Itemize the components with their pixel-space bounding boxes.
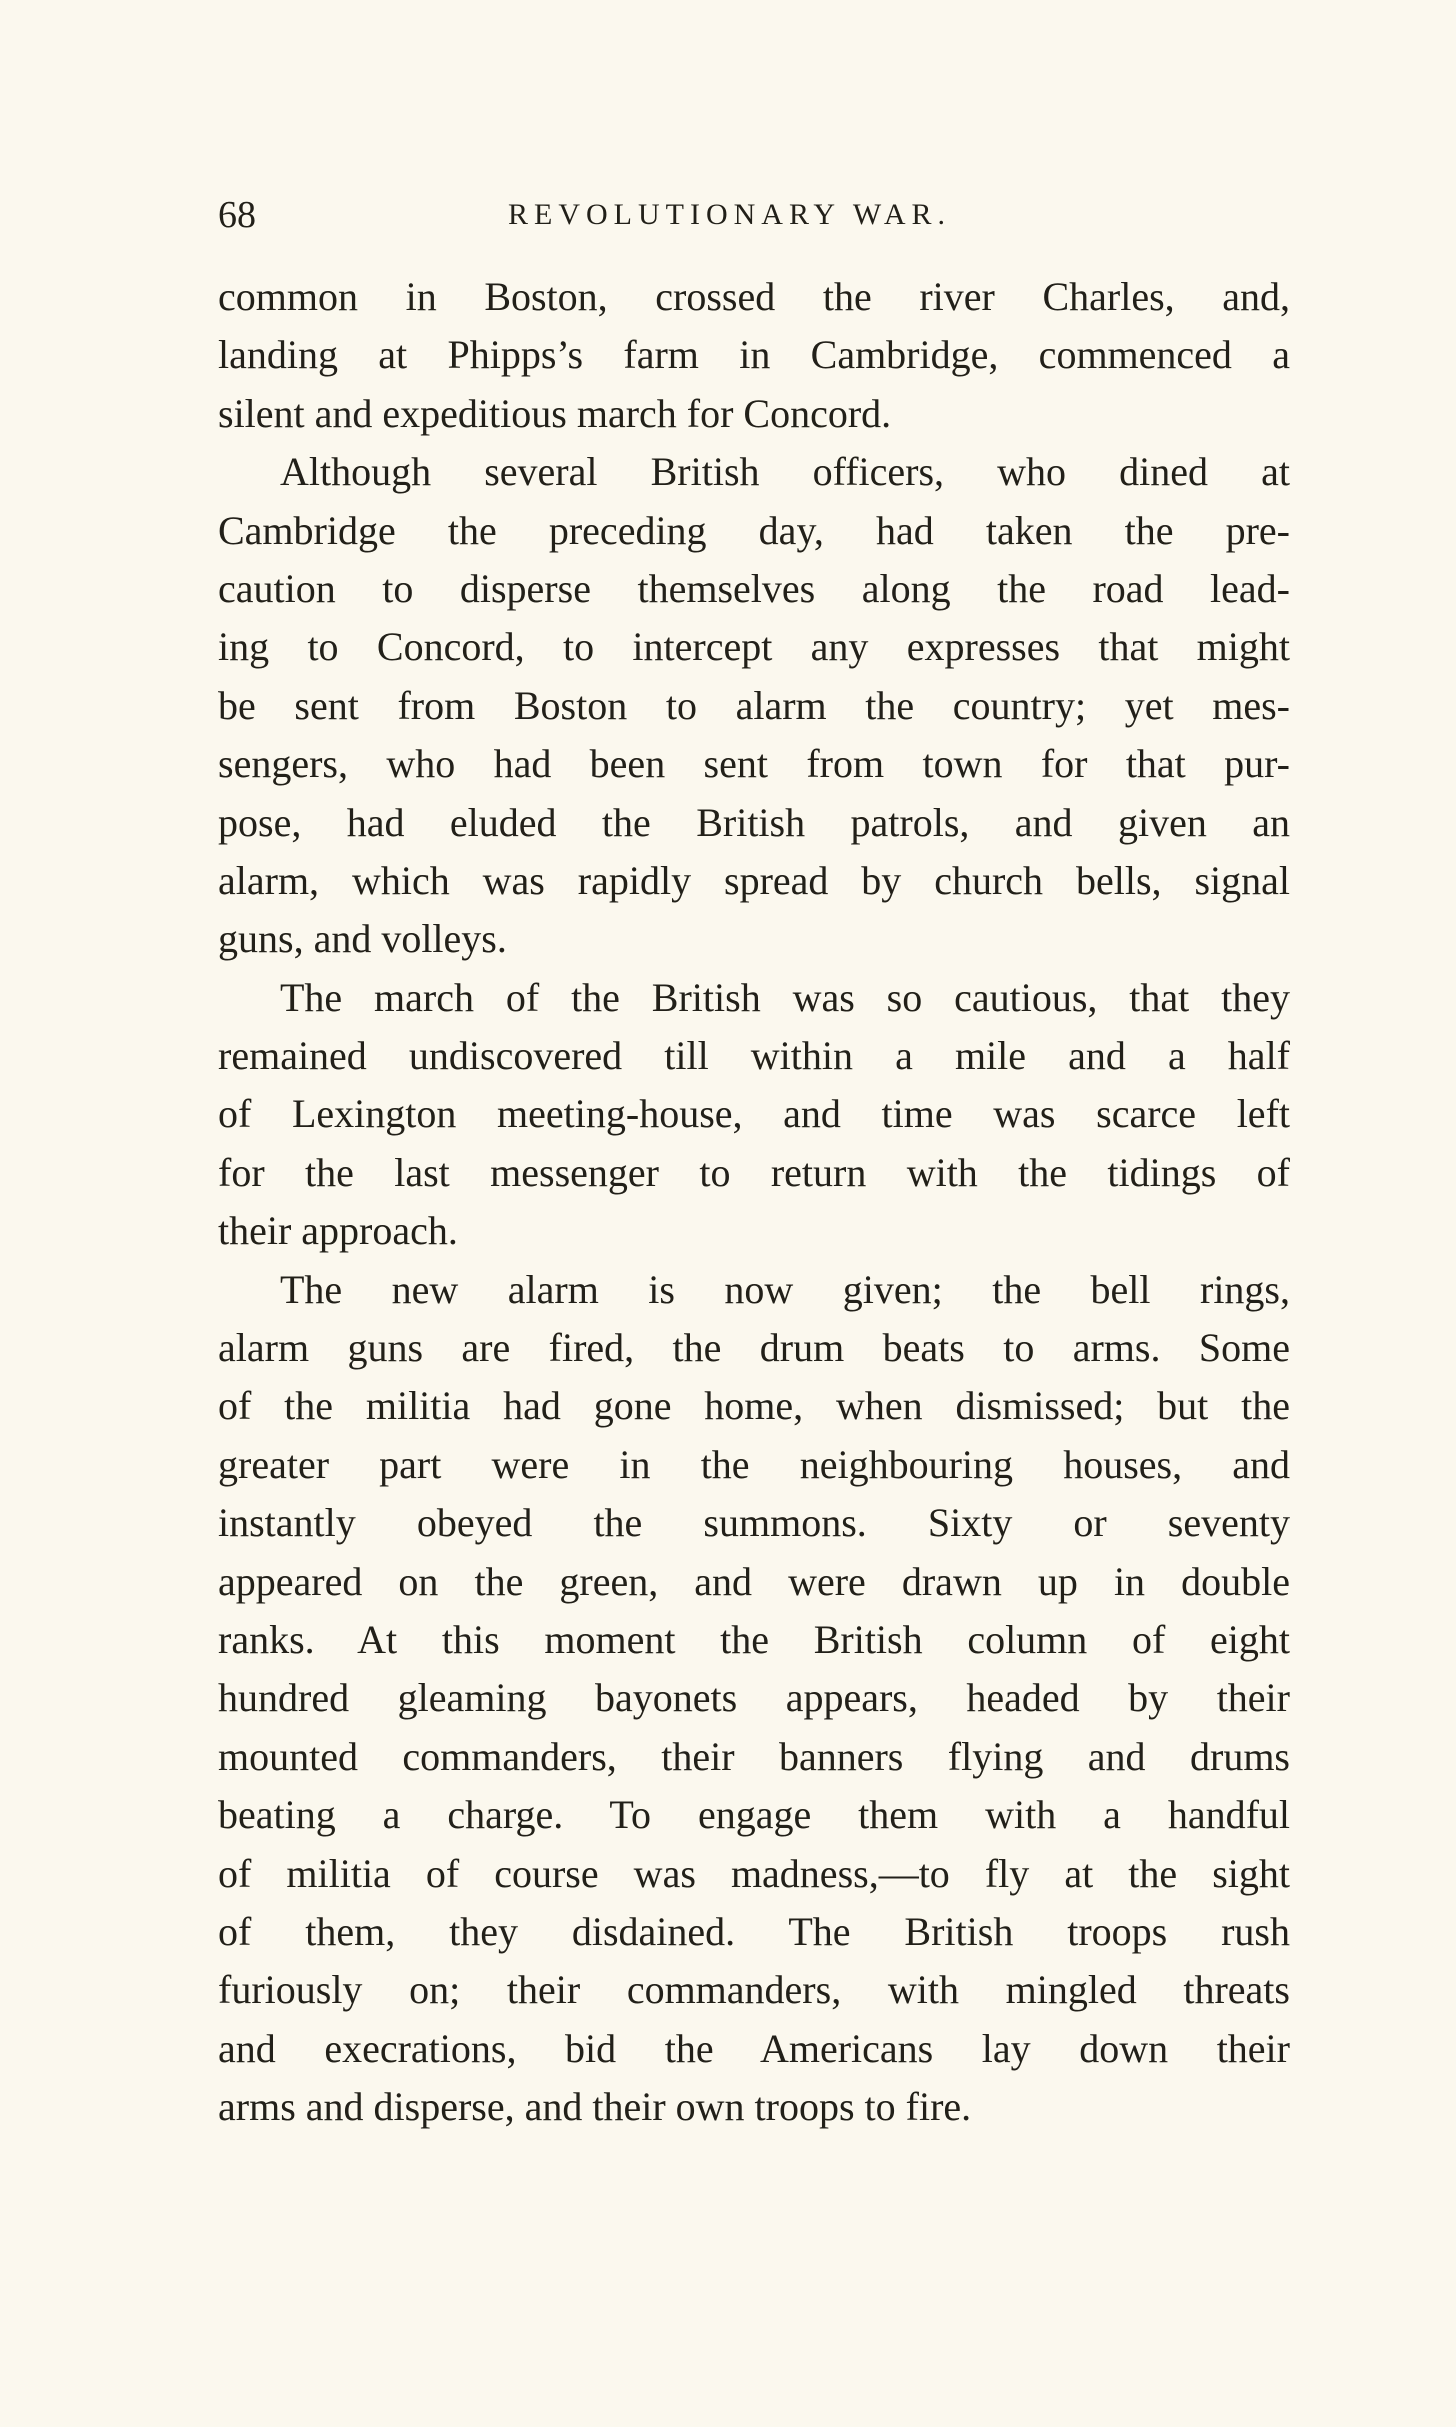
text-line: ranks. At this moment the British column of eight	[218, 1616, 1290, 1662]
text-line: instantly obeyed the summons. Sixty or seventy	[218, 1500, 1290, 1546]
text-line: Cambridge the preceding day, had taken the pre-	[218, 507, 1290, 553]
text-line: arms and disperse, and their own troops to fire.	[218, 2084, 972, 2130]
text-line: be sent from Boston to alarm the country; yet mes-	[218, 682, 1290, 728]
text-line: their approach.	[218, 1208, 458, 1254]
text-line: Although several British officers, who dined at	[280, 449, 1290, 495]
text-line: greater part were in the neighbouring houses, and	[218, 1441, 1290, 1487]
text-line: alarm guns are fired, the drum beats to arms. Some	[218, 1325, 1290, 1371]
text-line: of the militia had gone home, when dismissed; but the	[218, 1383, 1290, 1429]
text-line: and execrations, bid the Americans lay down their	[218, 2025, 1290, 2071]
text-line: remained undiscovered till within a mile and a half	[218, 1033, 1290, 1079]
body-text	[218, 268, 1290, 2137]
text-line: hundred gleaming bayonets appears, headed by their	[218, 1675, 1290, 1721]
running-title: REVOLUTIONARY WAR.	[508, 198, 951, 231]
text-line: of Lexington meeting-house, and time was scarce left	[218, 1091, 1290, 1137]
text-line: of them, they disdained. The British troops rush	[218, 1908, 1290, 1954]
text-line: appeared on the green, and were drawn up in double	[218, 1558, 1290, 1604]
page-number: 68	[218, 194, 256, 236]
text-line: sengers, who had been sent from town for that pur-	[218, 741, 1290, 787]
text-line: beating a charge. To engage them with a handful	[218, 1792, 1290, 1838]
text-line: ing to Concord, to intercept any expresses that might	[218, 624, 1290, 670]
text-line: of militia of course was madness,—to fly at the sight	[218, 1850, 1290, 1896]
text-line: The march of the British was so cautious, that they	[280, 974, 1290, 1020]
text-line: caution to disperse themselves along the road lead-	[218, 565, 1290, 611]
text-line: mounted commanders, their banners flying and drums	[218, 1733, 1290, 1779]
page-header	[218, 190, 1290, 240]
text-line: guns, and volleys.	[218, 916, 507, 962]
text-line: pose, had eluded the British patrols, and given an	[218, 799, 1290, 845]
text-line: common in Boston, crossed the river Charles, and,	[218, 274, 1290, 319]
text-line: for the last messenger to return with the tidings of	[218, 1149, 1290, 1195]
text-line: alarm, which was rapidly spread by church bells, signal	[218, 857, 1290, 903]
text-line: The new alarm is now given; the bell rings,	[280, 1266, 1290, 1312]
text-line: silent and expeditious march for Concord.	[218, 390, 892, 436]
text-line: landing at Phipps’s farm in Cambridge, commenced a	[218, 332, 1290, 378]
text-line: furiously on; their commanders, with mingled threats	[218, 1967, 1290, 2013]
